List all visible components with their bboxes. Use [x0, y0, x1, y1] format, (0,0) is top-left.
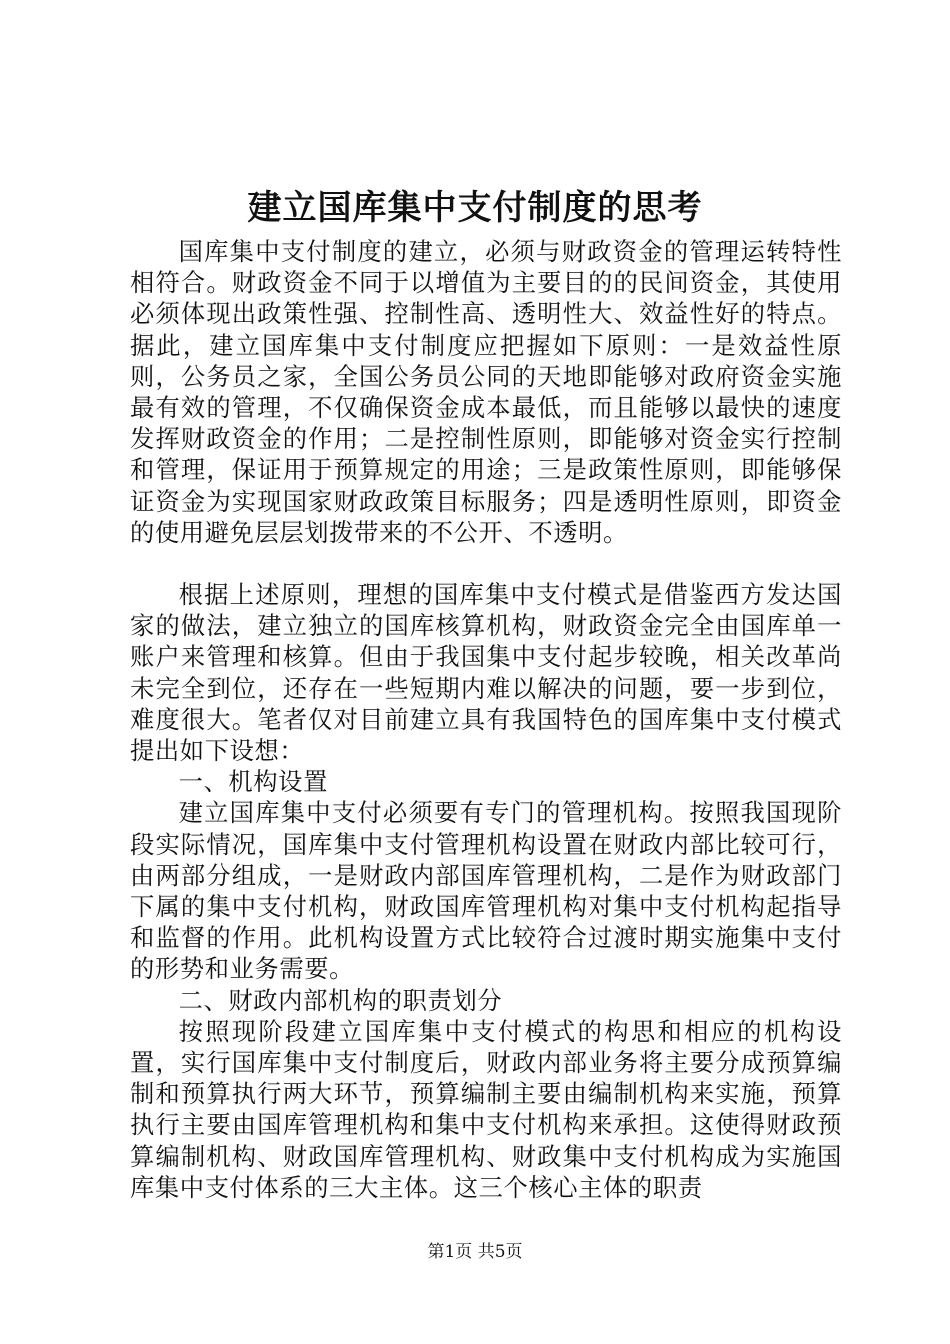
- paragraph-gap: [130, 548, 842, 579]
- document-title: 建立国库集中支付制度的思考: [247, 188, 703, 228]
- section-heading-institution: 一、机构设置: [178, 767, 328, 797]
- paragraph-institution: 建立国库集中支付必须要有专门的管理机构。按照我国现阶段实际情况，国库集中支付管理机构设置在财政内部比较可行，由两部分组成，一是财政内部国库管理机构，二是作为财政部门下属的集中支付机构，财政国库管理机构对集中支付机构起指导和监督的作用。此机构设置方式比较符合过渡时期实施集中支付的形势和业务需要。: [130, 798, 842, 984]
- paragraph-responsibilities: 按照现阶段建立国库集中支付模式的构思和相应的机构设置，实行国库集中支付制度后，财政内部业务将主要分成预算编制和预算执行两大环节，预算编制主要由编制机构来实施，预算执行主要由国库管理机构和集中支付机构来承担。这使得财政预算编制机构、财政国库管理机构、财政集中支付机构成为实施国库集中支付体系的三大主体。这三个核心主体的职责: [130, 1016, 842, 1202]
- paragraph-model: 根据上述原则，理想的国库集中支付模式是借鉴西方发达国家的做法，建立独立的国库核算机构，财政资金完全由国库单一账户来管理和核算。但由于我国集中支付起步较晚，相关改革尚未完全到位，还存在一些短期内难以解决的问题，要一步到位，难度很大。笔者仅对目前建立具有我国特色的国库集中支付模式提出如下设想：: [130, 580, 842, 766]
- paragraph-principles: 国库集中支付制度的建立，必须与财政资金的管理运转特性相符合。财政资金不同于以增值为主要目的的民间资金，其使用必须体现出政策性强、控制性高、透明性大、效益性好的特点。据此，建立国库集中支付制度应把握如下原则：一是效益性原则，公务员之家，全国公务员公同的天地即能够对政府资金实施最有效的管理，不仅确保资金成本最低，而且能够以最快的速度发挥财政资金的作用；二是控制性原则，即能够对资金实行控制和管理，保证用于预算规定的用途；三是政策性原则，即能够保证资金为实现国家财政政策目标服务；四是透明性原则，即资金的使用避免层层划拨带来的不公开、不透明。: [130, 237, 842, 547]
- page-footer: 第1页 共5页: [427, 1242, 523, 1262]
- section-heading-responsibilities: 二、财政内部机构的职责划分: [178, 985, 503, 1015]
- document-body: [130, 236, 842, 1203]
